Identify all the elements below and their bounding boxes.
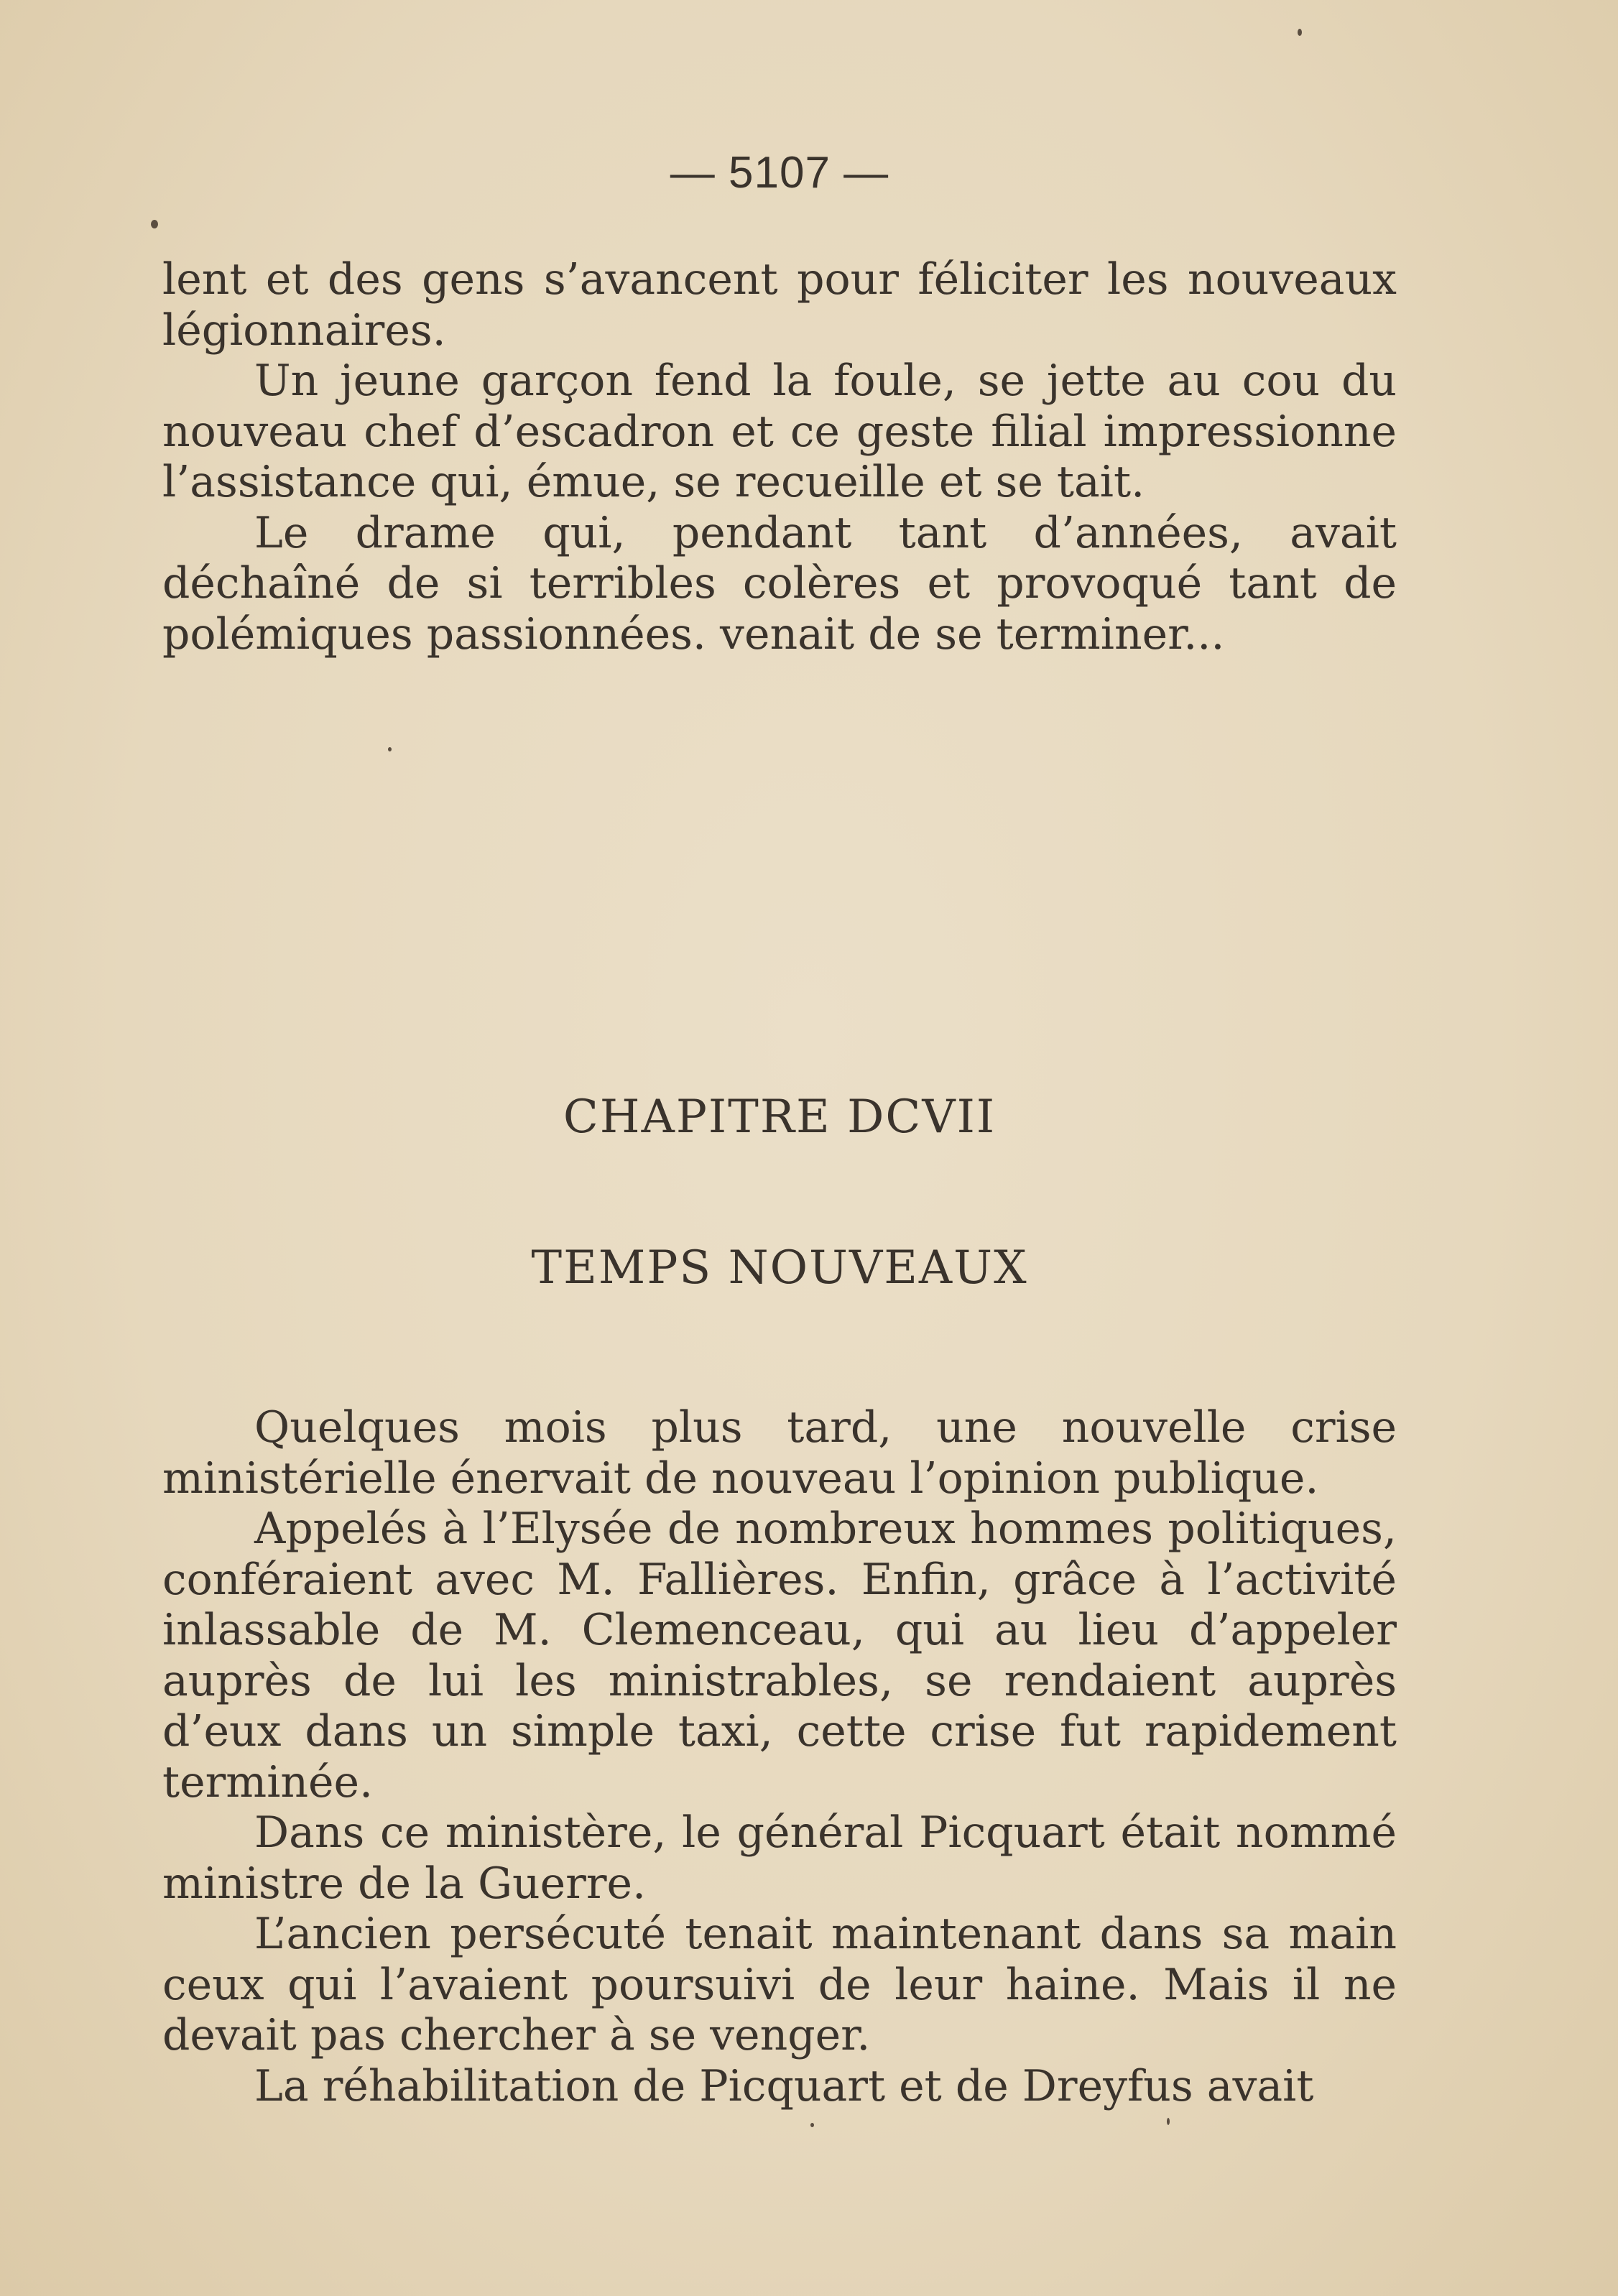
paper-speck: [810, 2123, 814, 2127]
paragraph: Un jeune garçon fend la foule, se jette au cou du nouveau chef d’escadron et ce geste filial impressionne l’assistance qui, émue, se recueille et se tait.: [162, 356, 1397, 507]
paragraph: Appelés à l’Elysée de nombreux hommes politiques, conféraient avec M. Fallières. Enfin, grâce à l’activité inlassable de M. Clemenceau, qui au lieu d’appeler auprès de lui les ministrables, se rendaient auprès d’eux dans un simple taxi, cette crise fut rapidement terminée.: [162, 1504, 1397, 1807]
paragraph: lent et des gens s’avancent pour féliciter les nouveaux légionnaires.: [162, 254, 1397, 356]
paragraph: Dans ce ministère, le général Picquart était nommé ministre de la Guerre.: [162, 1807, 1397, 1909]
paper-speck: [388, 747, 392, 751]
paragraph: Quelques mois plus tard, une nouvelle crise ministérielle énervait de nouveau l’opinion publique.: [162, 1402, 1397, 1504]
page-number: — 5107 —: [670, 148, 889, 198]
paper-speck: [1298, 29, 1302, 36]
paragraph: La réhabilitation de Picquart et de Dreyfus avait: [254, 2060, 1314, 2111]
chapter-text: [162, 1402, 1397, 2111]
chapter-title: TEMPS NOUVEAUX: [531, 1241, 1028, 1295]
paragraph: L’ancien persécuté tenait maintenant dans sa main ceux qui l’avaient poursuivi de leur haine. Mais il ne devait pas chercher à se venger.: [162, 1909, 1397, 2060]
paragraph: Le drame qui, pendant tant d’années, avait déchaîné de si terribles colères et provoqué tant de polémiques passionnées. venait de se terminer...: [162, 507, 1397, 659]
paper-speck: [1167, 2118, 1170, 2125]
continuation-text: [162, 254, 1397, 659]
paper-speck: [151, 220, 158, 228]
chapter-number: CHAPITRE DCVII: [563, 1091, 997, 1144]
